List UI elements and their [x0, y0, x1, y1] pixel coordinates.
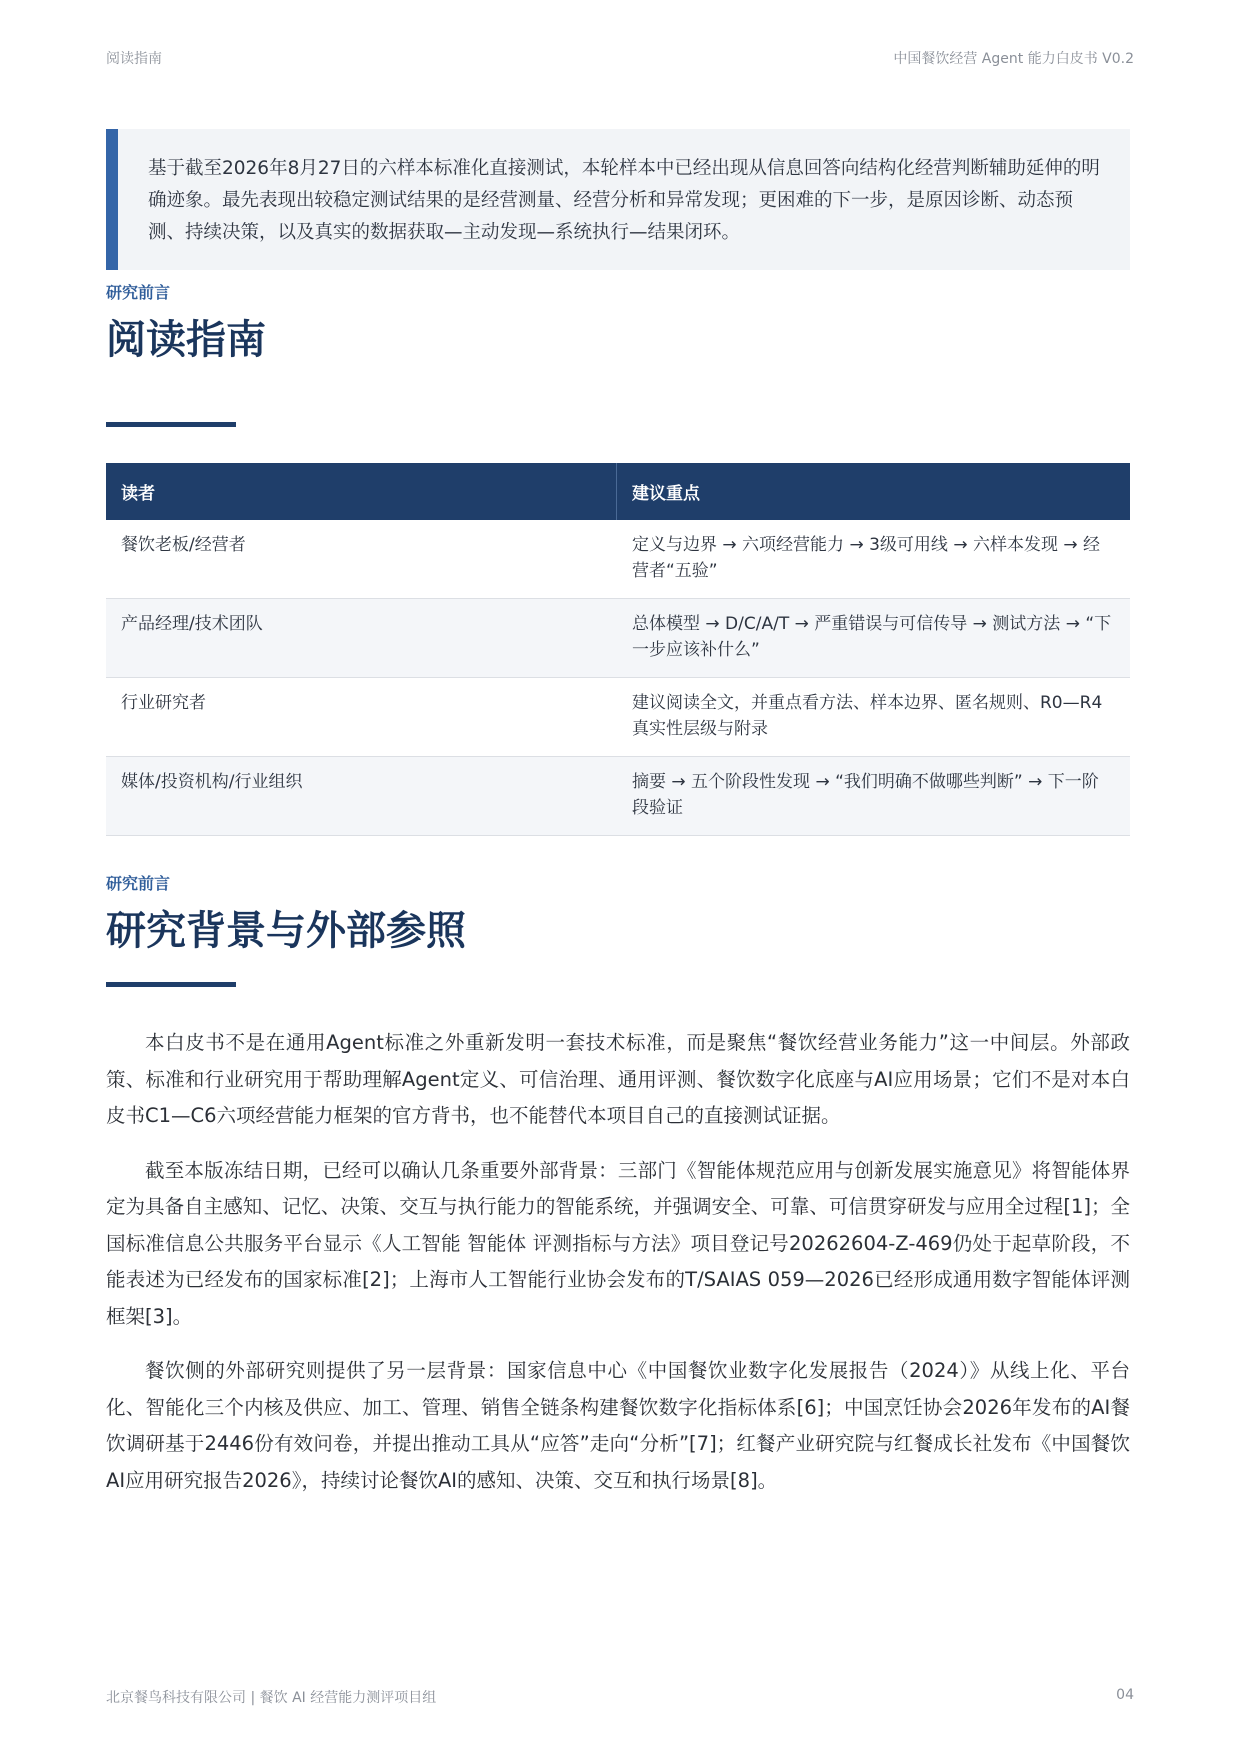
page-header	[106, 48, 1134, 70]
focus-cell: 建议阅读全文，并重点看方法、样本边界、匿名规则、R0—R4真实性层级与附录	[632, 693, 1103, 739]
table-row	[106, 678, 1130, 757]
table-header-cell: 读者	[106, 463, 617, 520]
title-underline	[106, 422, 236, 427]
reading-guide-table	[106, 463, 1130, 836]
table-row	[106, 520, 1130, 599]
header-doc-title: 中国餐饮经营 Agent 能力白皮书 V0.2	[893, 51, 1134, 67]
header-section-label: 阅读指南	[106, 51, 162, 67]
table-header	[106, 463, 1130, 520]
focus-cell: 定义与边界 → 六项经营能力 → 3级可用线 → 六样本发现 → 经营者“五验”	[632, 535, 1101, 581]
body-paragraph: 餐饮侧的外部研究则提供了另一层背景：国家信息中心《中国餐饮业数字化发展报告（2024）》从线上化、平台化、智能化三个内核及供应、加工、管理、销售全链条构建餐饮数字化指标体系[6]；中国烹饪协会2026年发布的AI餐饮调研基于2446份有效问卷，并提出推动工具从“应答”走向“分析”[7]；红餐产业研究院与红餐成长社发布《中国餐饮AI应用研究报告2026》，持续讨论餐饮AI的感知、决策、交互和执行场景[8]。	[106, 1359, 1130, 1492]
focus-cell: 摘要 → 五个阶段性发现 → “我们明确不做哪些判断” → 下一阶段验证	[632, 772, 1099, 818]
section-title: 研究背景与外部参照	[106, 908, 466, 954]
section-body	[106, 1025, 1130, 1517]
body-paragraph: 本白皮书不是在通用Agent标准之外重新发明一套技术标准，而是聚焦“餐饮经营业务能力”这一中间层。外部政策、标准和行业研究用于帮助理解Agent定义、可信治理、通用评测、餐饮数字化底座与AI应用场景；它们不是对本白皮书C1—C6六项经营能力框架的官方背书，也不能替代本项目自己的直接测试证据。	[106, 1031, 1130, 1127]
section-title: 阅读指南	[106, 317, 266, 363]
section-eyebrow: 研究前言	[106, 874, 171, 893]
page-number: 04	[1116, 1687, 1134, 1703]
section-eyebrow: 研究前言	[106, 283, 171, 302]
table-row	[106, 757, 1130, 836]
summary-callout	[106, 129, 1130, 270]
title-underline	[106, 982, 236, 987]
table-header-cell: 建议重点	[632, 484, 700, 504]
reader-cell: 产品经理/技术团队	[121, 614, 263, 634]
page-footer	[106, 1687, 1134, 1707]
focus-cell: 总体模型 → D/C/A/T → 严重错误与可信传导 → 测试方法 → “下一步应该补什么”	[632, 614, 1112, 660]
table-row	[106, 599, 1130, 678]
body-paragraph: 截至本版冻结日期，已经可以确认几条重要外部背景：三部门《智能体规范应用与创新发展实施意见》将智能体界定为具备自主感知、记忆、决策、交互与执行能力的智能系统，并强调安全、可靠、可信贯穿研发与应用全过程[1]；全国标准信息公共服务平台显示《人工智能 智能体 评测指标与方法》项目登记号20262604-Z-469仍处于起草阶段，不能表述为已经发布的国家标准[2]；上海市人工智能行业协会发布的T/SAIAS 059—2026已经形成通用数字智能体评测框架[3]。	[106, 1158, 1130, 1328]
reader-cell: 餐饮老板/经营者	[121, 535, 246, 555]
reader-cell: 媒体/投资机构/行业组织	[121, 772, 303, 792]
callout-text: 基于截至2026年8月27日的六样本标准化直接测试，本轮样本中已经出现从信息回答向结构化经营判断辅助延伸的明确迹象。最先表现出较稳定测试结果的是经营测量、经营分析和异常发现；更困难的下一步，是原因诊断、动态预测、持续决策，以及真实的数据获取—主动发现—系统执行—结果闭环。	[148, 158, 1100, 243]
reader-cell: 行业研究者	[121, 693, 206, 713]
footer-organization: 北京餐鸟科技有限公司 | 餐饮 AI 经营能力测评项目组	[106, 1690, 437, 1706]
